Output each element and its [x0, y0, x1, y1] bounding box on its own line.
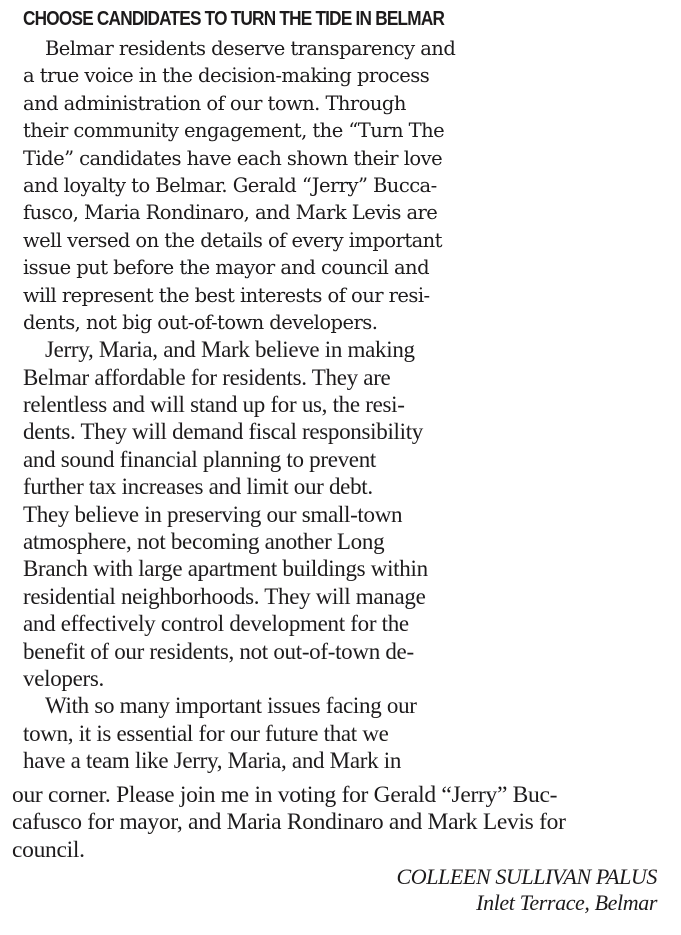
body-line: will represent the best interests of our resi-	[23, 283, 430, 307]
letter-body	[23, 35, 455, 775]
body-line: town, it is essential for our future that we	[23, 720, 389, 746]
signature-name: COLLEEN SULLIVAN PALUS	[396, 864, 657, 889]
body-line: relentless and will stand up for us, the resi-	[23, 392, 405, 418]
body-line: fusco, Maria Rondinaro, and Mark Levis are	[23, 201, 438, 225]
body-line: and sound financial planning to prevent	[23, 446, 377, 472]
body-line: benefit of our residents, not out-of-town de-	[23, 638, 414, 664]
body-line: council.	[12, 836, 85, 863]
body-line: Tide” candidates have each shown their love	[23, 146, 443, 170]
body-line: their community engagement, the “Turn The	[23, 119, 445, 143]
body-line: our corner. Please join me in voting for Gerald “Jerry” Buc-	[12, 782, 558, 808]
body-line: Branch with large apartment buildings within	[23, 556, 428, 582]
body-line: velopers.	[23, 665, 104, 691]
body-line: well versed on the details of every important	[23, 228, 442, 252]
letter-body-wide	[12, 782, 566, 864]
body-line: and loyalty to Belmar. Gerald “Jerry” Bucca-	[23, 173, 437, 197]
body-line: atmosphere, not becoming another Long	[23, 529, 385, 555]
body-line: and effectively control development for the	[23, 611, 409, 637]
letter-body-narrow	[23, 336, 455, 774]
body-line: Belmar residents deserve transparency and	[45, 37, 456, 60]
body-line: Belmar affordable for residents. They are	[23, 364, 391, 390]
body-line: Jerry, Maria, and Mark believe in making	[45, 337, 415, 363]
body-line: With so many important issues facing our	[45, 693, 417, 719]
body-line: issue put before the mayor and council and	[23, 256, 429, 280]
body-line: have a team like Jerry, Maria, and Mark in	[23, 748, 402, 774]
signature-block	[396, 864, 657, 916]
body-line: and administration of our town. Through	[23, 91, 406, 115]
body-line: cafusco for mayor, and Maria Rondinaro and Mark Levis for	[12, 809, 566, 836]
body-line: dents. They will demand fiscal responsibility	[23, 419, 424, 445]
body-line: dents, not big out-of-town developers.	[23, 310, 378, 334]
signature-location: Inlet Terrace, Belmar	[476, 890, 657, 915]
letter-headline: CHOOSE CANDIDATES TO TURN THE TIDE IN BELMAR	[23, 8, 445, 30]
body-line: residential neighborhoods. They will manage	[23, 583, 426, 609]
body-line: They believe in preserving our small-town	[23, 501, 403, 527]
body-line: a true voice in the decision-making process	[23, 64, 430, 88]
body-line: further tax increases and limit our debt.	[23, 474, 373, 500]
